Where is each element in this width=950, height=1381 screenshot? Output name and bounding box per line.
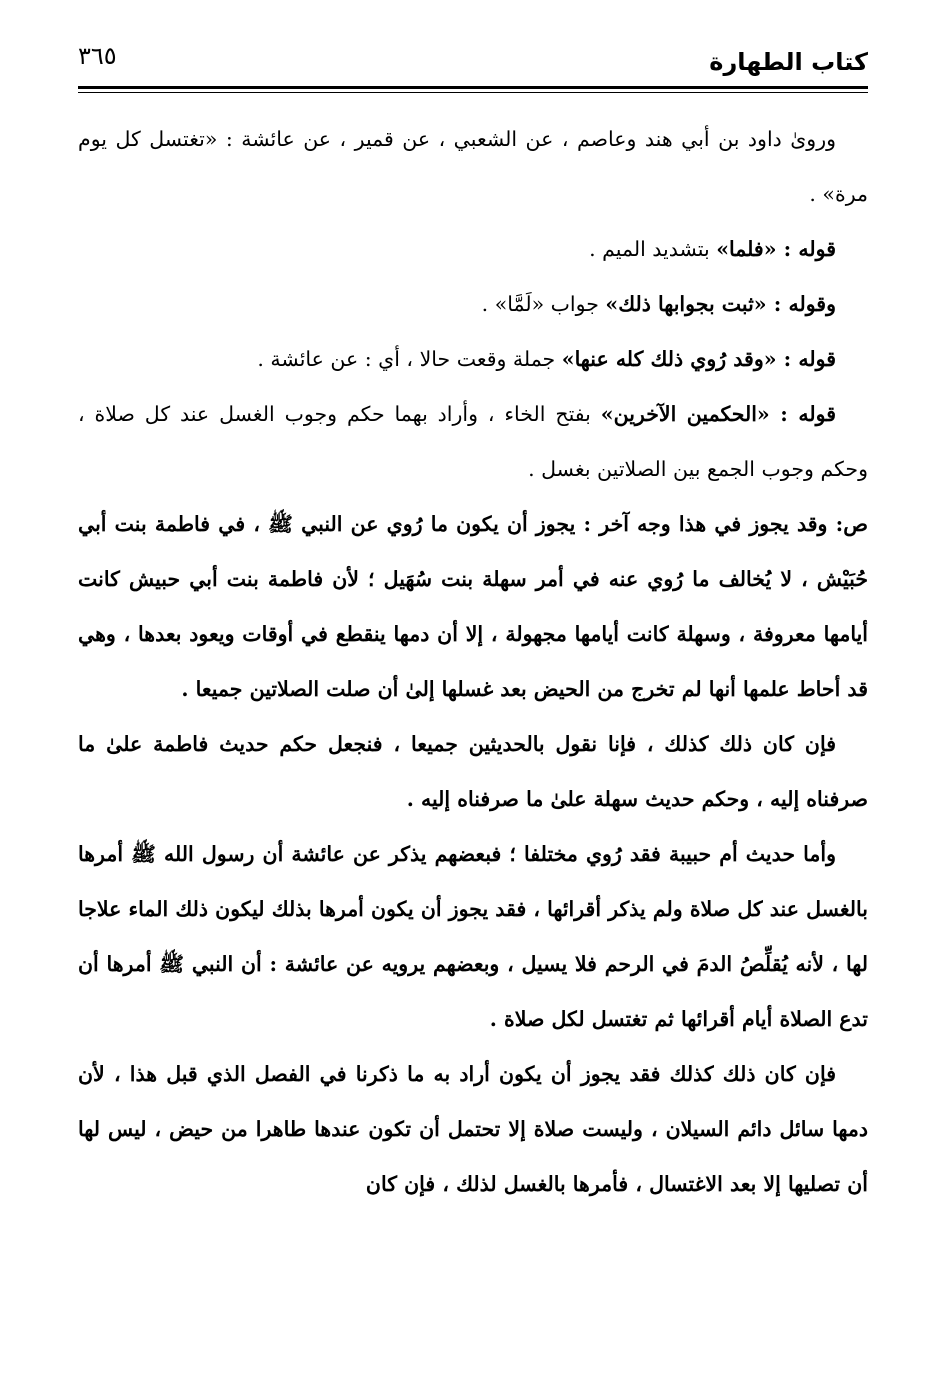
commentary-label: وقوله : «ثبت بجوابها ذلك» <box>605 292 836 316</box>
paragraph-text: جملة وقعت حالا ، أي : عن عائشة . <box>257 347 562 371</box>
paragraph-qawl-falamma <box>78 222 868 277</box>
page-body <box>78 112 868 1212</box>
page-number: ٣٦٥ <box>78 42 117 70</box>
paragraph-text: وأما حديث أم حبيبة فقد رُوي مختلفا ؛ فبعضهم يذكر عن عائشة أن رسول الله ﷺ أمرها بالغسل عند كل صلاة ولم يذكر أقرائها ، فقد يجوز أن يكون أمرها بذلك ليكون ذلك الماء علاجا لها ، لأنه يُقلِّصُ الدمَ في الرحم فلا يسيل ، وبعضهم يرويه عن عائشة : أن النبي ﷺ أمرها أن تدع الصلاة أيام أقرائها ثم تغتسل لكل صلاة . <box>78 842 868 1031</box>
commentary-label: قوله : «الحكمين الآخرين» <box>600 402 836 426</box>
paragraph-text: فإن كان ذلك كذلك ، فإنا نقول بالحديثين جميعا ، فنجعل حكم حديث فاطمة علىٰ ما صرفناه إليه ، وحكم حديث سهلة علىٰ ما صرفناه إليه . <box>78 732 868 811</box>
paragraph-matn-fasl <box>78 1047 868 1212</box>
paragraph-text: بفتح الخاء ، وأراد بهما حكم وجوب الغسل عند كل صلاة ، وحكم وجوب الجمع بين الصلاتين بغسل . <box>78 402 868 481</box>
paragraph-qawl-hukmayn <box>78 387 868 497</box>
commentary-label: قوله : «فلما» <box>716 237 836 261</box>
header-rule-thin <box>78 92 868 93</box>
paragraph-matn-wajh-akhar <box>78 497 868 717</box>
paragraph-text: جواب «لَمَّا» . <box>481 292 606 316</box>
paragraph-text: فإن كان ذلك كذلك فقد يجوز أن يكون أراد به ما ذكرنا في الفصل الذي قبل هذا ، لأن دمها سائل دائم السيلان ، وليست صلاة إلا تحتمل أن تكون عندها طاهرا من حيض ، ليس لها أن تصليها إلا بعد الاغتسال ، فأمرها بالغسل لذلك ، فإن كان <box>78 1062 868 1196</box>
paragraph-text: ص: وقد يجوز في هذا وجه آخر : يجوز أن يكون ما رُوي عن النبي ﷺ ، في فاطمة بنت أبي حُبَيْش ، لا يُخالف ما رُوي عنه في أمر سهلة بنت سُهَيل ؛ لأن فاطمة بنت أبي حبيش كانت أيامها معروفة ، وسهلة كانت أيامها مجهولة ، إلا أن دمها ينقطع في أوقات ويعود بعدها ، وهي قد أحاط علمها أنها لم تخرج من الحيض بعد غسلها إلىٰ أن صلت الصلاتين جميعا . <box>78 512 868 701</box>
paragraph-dawud-narration <box>78 112 868 222</box>
page-header <box>78 38 868 88</box>
paragraph-text: بتشديد الميم . <box>589 237 717 261</box>
paragraph-qawl-ruwiya <box>78 332 868 387</box>
header-rule-thick <box>78 86 868 89</box>
paragraph-matn-hadithayn <box>78 717 868 827</box>
paragraph-text: وروىٰ داود بن أبي هند وعاصم ، عن الشعبي ، عن قمير ، عن عائشة : «تغتسل كل يوم مرة» . <box>78 127 868 206</box>
commentary-label: قوله : «وقد رُوي ذلك كله عنها» <box>561 347 836 371</box>
paragraph-qawl-thabata <box>78 277 868 332</box>
paragraph-matn-umm-habiba <box>78 827 868 1047</box>
book-title: كتاب الطهارة <box>709 48 868 76</box>
book-page <box>78 38 868 1212</box>
